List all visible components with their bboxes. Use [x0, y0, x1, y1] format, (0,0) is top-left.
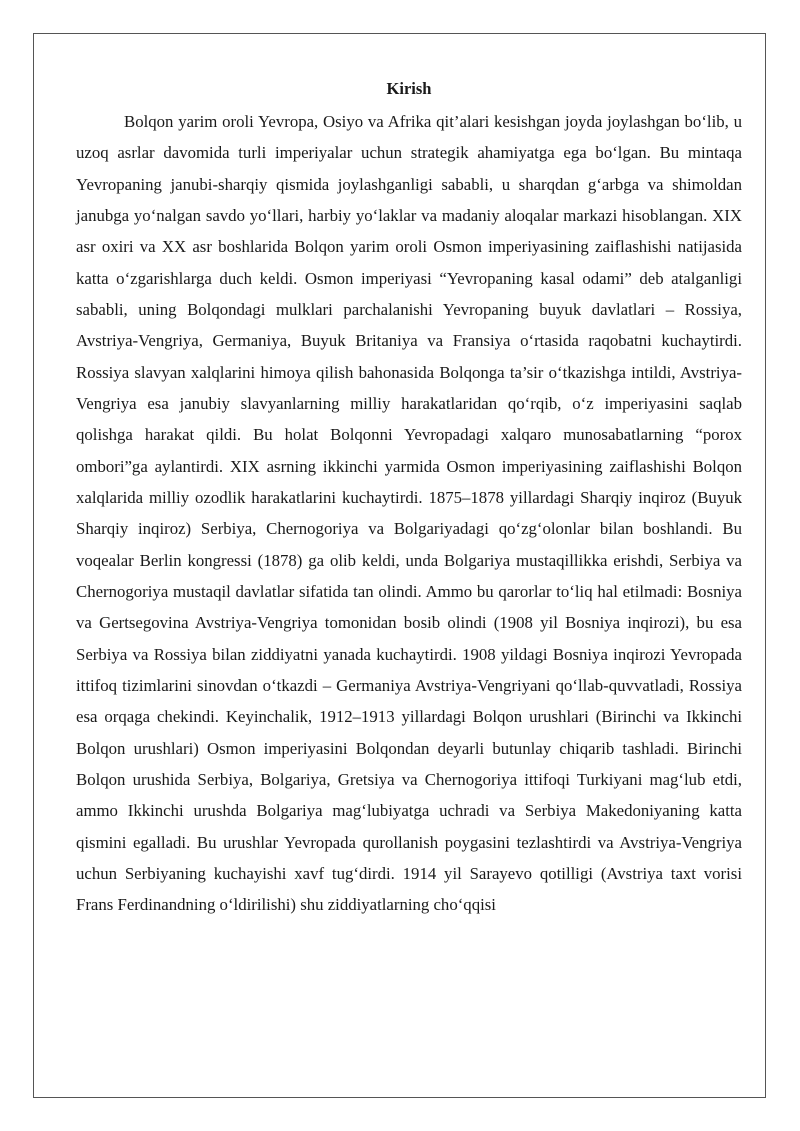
- body-paragraph: Bolqon yarim oroli Yevropa, Osiyo va Afrika qit’alari kesishgan joyda joylashgan bo‘lib, u uzoq asrlar davomida turli imperiyalar uchun strategik ahamiyatga ega bo‘lgan. Bu mintaqa Yevropaning janubi-sharqiy qismida joylashganligi sababli, u sharqdan g‘arbga va shimoldan janubga yo‘nalgan savdo yo‘llari, harbiy yo‘laklar va madaniy aloqalar markazi hisoblangan. XIX asr oxiri va XX asr boshlarida Bolqon yarim oroli Osmon imperiyasining zaiflashishi natijasida katta o‘zgarishlarga duch keldi. Osmon imperiyasi “Yevropaning kasal odami” deb atalganligi sababli, uning Bolqondagi mulklari parchalanishi Yevropaning buyuk davlatlari – Rossiya, Avstriya-Vengriya, Germaniya, Buyuk Britaniya va Fransiya o‘rtasida raqobatni kuchaytirdi. Rossiya slavyan xalqlarini himoya qilish bahonasida Bolqonga ta’sir o‘tkazishga intildi, Avstriya-Vengriya esa janubiy slavyanlarning milliy harakatlaridan qo‘rqib, o‘z imperiyasini saqlab qolishga harakat qildi. Bu holat Bolqonni Yevropadagi xalqaro munosabatlarning “porox ombori”ga aylantirdi. XIX asrning ikkinchi yarmida Osmon imperiyasining zaiflashishi Bolqon xalqlarida milliy ozodlik harakatlarini kuchaytirdi. 1875–1878 yillardagi Sharqiy inqiroz (Buyuk Sharqiy inqiroz) Serbiya, Chernogoriya va Bolgariyadagi qo‘zg‘olonlar bilan boshlandi. Bu voqealar Berlin kongressi (1878) ga olib keldi, unda Bolgariya mustaqillikka erishdi, Serbiya va Chernogoriya mustaqil davlatlar sifatida tan olindi. Ammo bu qarorlar to‘liq hal etilmadi: Bosniya va Gertsegovina Avstriya-Vengriya tomonidan bosib olindi (1908 yil Bosniya inqirozi), bu esa Serbiya va Rossiya bilan ziddiyatni yanada kuchaytirdi. 1908 yildagi Bosniya inqirozi Yevropada ittifoq tizimlarini sinovdan o‘tkazdi – Germaniya Avstriya-Vengriyani qo‘llab-quvvatladi, Rossiya esa orqaga chekindi. Keyinchalik, 1912–1913 yillardagi Bolqon urushlari (Birinchi va Ikkinchi Bolqon urushlari) Osmon imperiyasini Bolqondan deyarli butunlay chiqarib tashladi. Birinchi Bolqon urushida Serbiya, Bolgariya, Gretsiya va Chernogoriya ittifoqi Turkiyani mag‘lub etdi, ammo Ikkinchi urushda Bolgariya mag‘lubiyatga uchradi va Serbiya Makedoniyaning katta qismini egalladi. Bu urushlar Yevropada qurollanish poygasini tezlashtirdi va Avstriya-Vengriya uchun Serbiyaning kuchayishi xavf tug‘dirdi. 1914 yil Sarayevo qotilligi (Avstriya taxt vorisi Frans Ferdinandning o‘ldirilishi) shu ziddiyatlarning cho‘qqisi: [76, 112, 742, 915]
- page-title: Kirish: [386, 79, 432, 98]
- document-body: [76, 75, 742, 921]
